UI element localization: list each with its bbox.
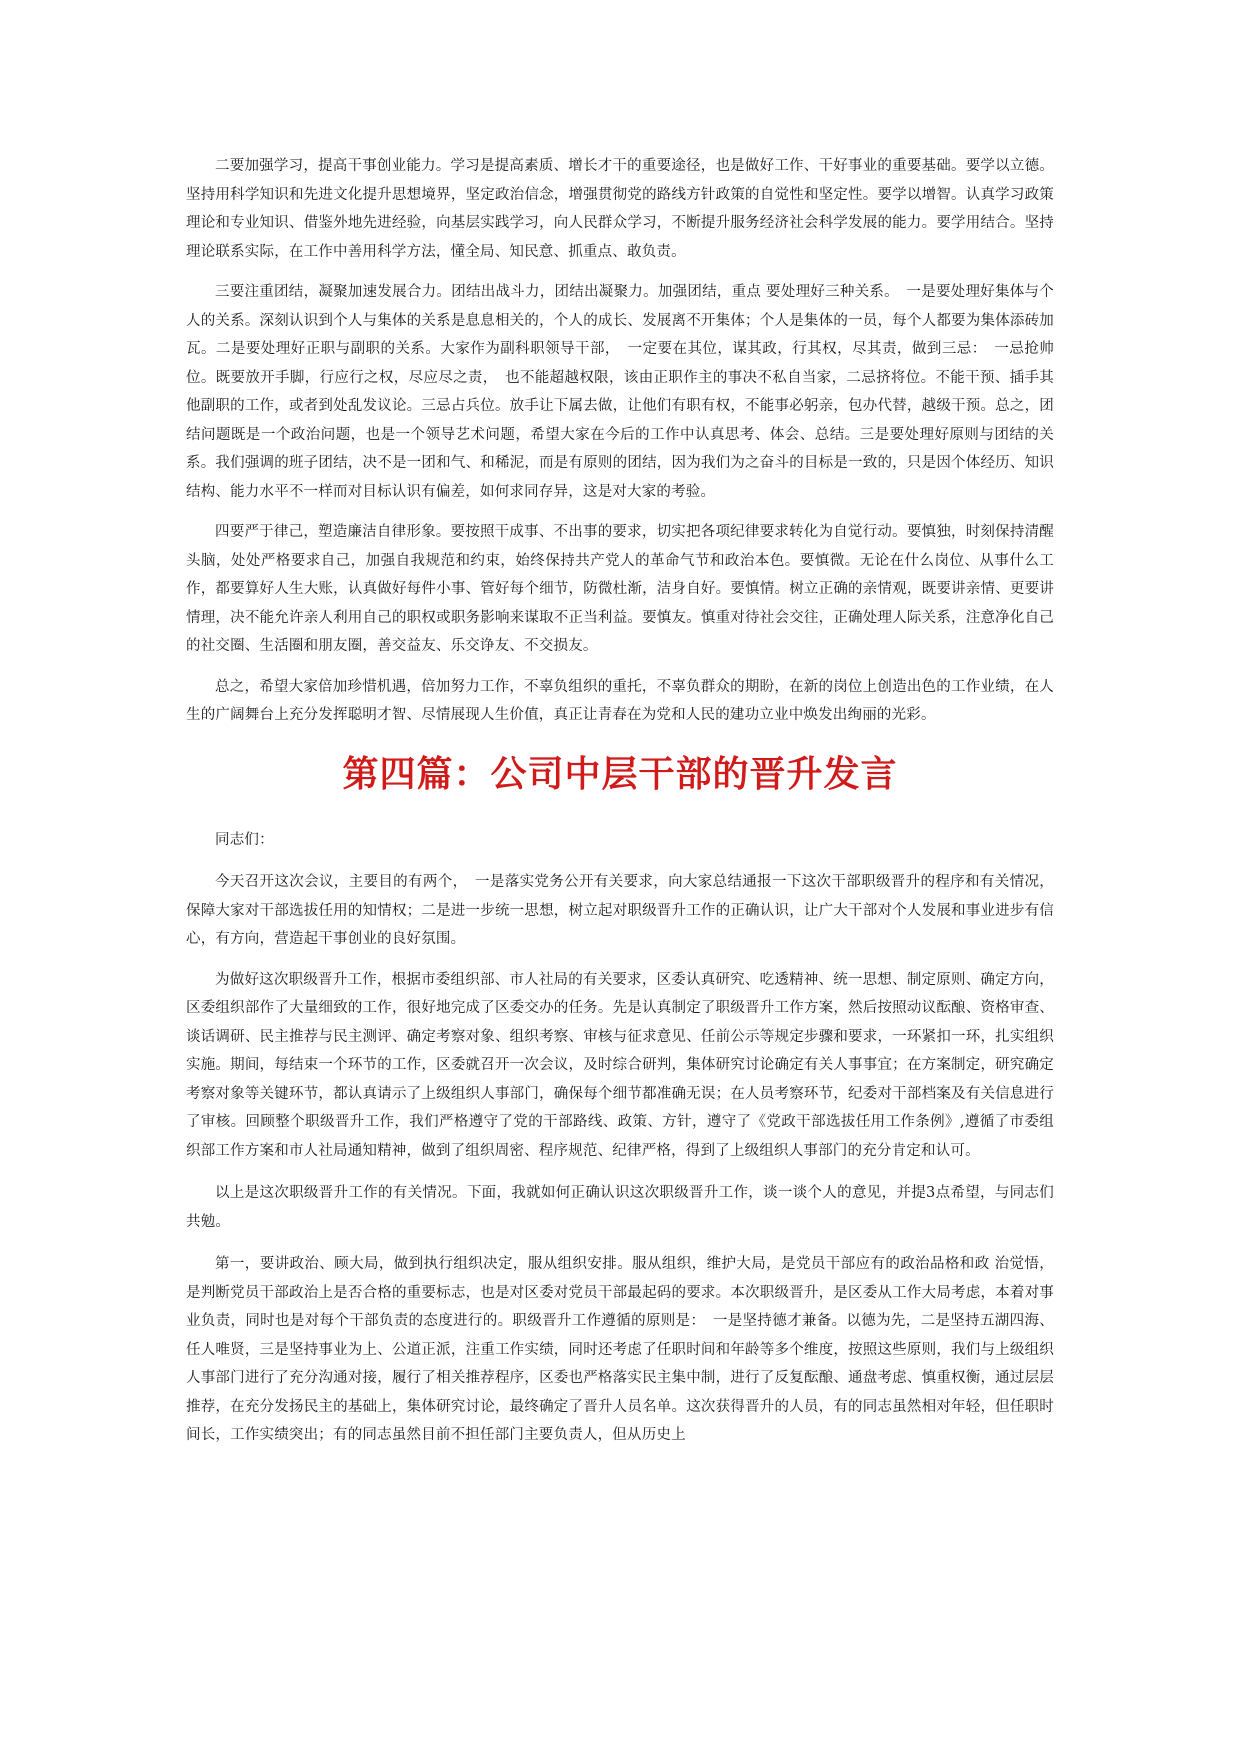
paragraph-unity: 三要注重团结，凝聚加速发展合力。团结出战斗力，团结出凝聚力。加强团结，重点 要处理好三种关系。 一是要处理好集体与个人的关系。深刻认识到个人与集体的关系是息息相关的，个人的成长、发展离不开集体；个人是集体的一员，每个人都要为集体添砖加瓦。二是要处理好正职与副职的关系。大家作为副科职领导干部， 一定要在其位，谋其政，行其权，尽其责，做到三忌： 一忌抢帅位。既要放开手脚，行应行之权，尽应尽之责， 也不能超越权限，该由正职作主的事决不私自当家，二忌挤将位。不能干预、插手其他副职的工作，或者到处乱发议论。三忌占兵位。放手让下属去做，让他们有职有权，不能事必躬亲，包办代替，越级干预。总之，团结问题既是一个政治问题，也是一个领导艺术问题，希望大家在今后的工作中认真思考、体会、总结。三是要处理好原则与团结的关系。我们强调的班子团结，决不是一团和气、和稀泥，而是有原则的团结，因为我们为之奋斗的目标是一致的，只是因个体经历、知识结构、能力水平不一样而对目标认识有偏差，如何求同存异，这是对大家的考验。 [186,284,1054,500]
paragraph-promotion-process: 为做好这次职级晋升工作，根据市委组织部、市人社局的有关要求，区委认真研究、吃透精神、统一思想、制定原则、确定方向，区委组织部作了大量细致的工作，很好地完成了区委交办的任务。先是认真制定了职级晋升工作方案，然后按照动议酝酿、资格审查、谈话调研、民主推荐与民主测评、确定考察对象、组织考察、审核与征求意见、任前公示等规定步骤和要求，一环紧扣一环，扎实组织实施。期间，每结束一个环节的工作，区委就召开一次会议，及时综合研判，集体研究讨论确定有关人事事宜；在方案制定，研究确定考察对象等关键环节，都认真请示了上级组织人事部门，确保每个细节都准确无误；在人员考察环节，纪委对干部档案及有关信息进行了审核。回顾整个职级晋升工作，我们严格遵守了党的干部路线、政策、方针，遵守了《党政干部选拔任用工作条例》,遵循了市委组织部工作方案和市人社局通知精神，做到了组织周密、程序规范、纪律严格，得到了上级组织人事部门的充分肯定和认可。 [186,971,1054,1159]
paragraph-first-point: 第一，要讲政治、顾大局，做到执行组织决定，服从组织安排。服从组织，维护大局，是党员干部应有的政治品格和政 治觉悟，是判断党员干部政治上是否合格的重要标志，也是对区委对党员干部最起码的要求。本次职级晋升，是区委从工作大局考虑，本着对事业负责，同时也是对每个干部负责的态度进行的。职级晋升工作遵循的原则是： 一是坚持德才兼备。以德为先，二是坚持五湖四海、任人唯贤，三是坚持事业为上、公道正派，注重工作实绩，同时还考虑了任职时间和年龄等多个维度，按照这些原则，我们与上级组织人事部门进行了充分沟通对接，履行了相关推荐程序，区委也严格落实民主集中制，进行了反复酝酿、通盘考虑、慎重权衡，通过层层推荐，在充分发扬民主的基础上，集体研究讨论，最终确定了晋升人员名单。这次获得晋升的人员，有的同志虽然相对年轻，但任职时间长，工作实绩突出；有的同志虽然目前不担任部门主要负责人，但从历史上 [186,1256,1054,1443]
paragraph-meeting-purpose: 今天召开这次会议，主要目的有两个， 一是落实党务公开有关要求，向大家总结通报一下这次干部职级晋升的程序和有关情况，保障大家对干部选拔任用的知情权；二是进一步统一思想，树立起对职级晋升工作的正确认识，让广大干部对个人发展和事业进步有信心，有方向，营造起干事创业的良好氛围。 [186,874,1054,947]
paragraph-conclusion: 总之，希望大家倍加珍惜机遇，倍加努力工作，不辜负组织的重托，不辜负群众的期盼，在新的岗位上创造出色的工作业绩，在人生的广阔舞台上充分发挥聪明才智、尽情展现人生价值，真正让青春在为党和人民的建功立业中焕发出绚丽的光彩。 [186,678,1054,723]
greeting: 同志们： [215,831,274,848]
document-page [186,152,1054,1450]
paragraph-study: 二要加强学习，提高干事创业能力。学习是提高素质、增长才干的重要途径，也是做好工作、干好事业的重要基础。要学以立德。坚持用科学知识和先进文化提升思想境界，坚定政治信念，增强贯彻党的路线方针政策的自觉性和坚定性。要学以增智。认真学习政策理论和专业知识、借鉴外地先进经验，向基层实践学习，向人民群众学习，不断提升服务经济社会科学发展的能力。要学用结合。坚持理论联系实际，在工作中善用科学方法，懂全局、知民意、抓重点、敢负责。 [186,158,1054,260]
chapter-title: 第四篇：公司中层干部的晋升发言 [342,752,898,795]
paragraph-transition: 以上是这次职级晋升工作的有关情况。下面，我就如何正确认识这次职级晋升工作，谈一谈个人的意见，并提3点希望，与同志们共勉。 [186,1185,1054,1230]
paragraph-discipline: 四要严于律己，塑造廉洁自律形象。要按照干成事、不出事的要求，切实把各项纪律要求转化为自觉行动。要慎独，时刻保持清醒头脑，处处严格要求自己，加强自我规范和约束，始终保持共产党人的革命气节和政治本色。要慎微。无论在什么岗位、从事什么工作，都要算好人生大账，认真做好每件小事、管好每个细节，防微杜渐，洁身自好。要慎情。树立正确的亲情观，既要讲亲情、更要讲情理，决不能允许亲人利用自己的职权或职务影响来谋取不正当利益。要慎友。慎重对待社会交往，正确处理人际关系，注意净化自己的社交圈、生活圈和朋友圈，善交益友、乐交诤友、不交损友。 [186,524,1054,654]
